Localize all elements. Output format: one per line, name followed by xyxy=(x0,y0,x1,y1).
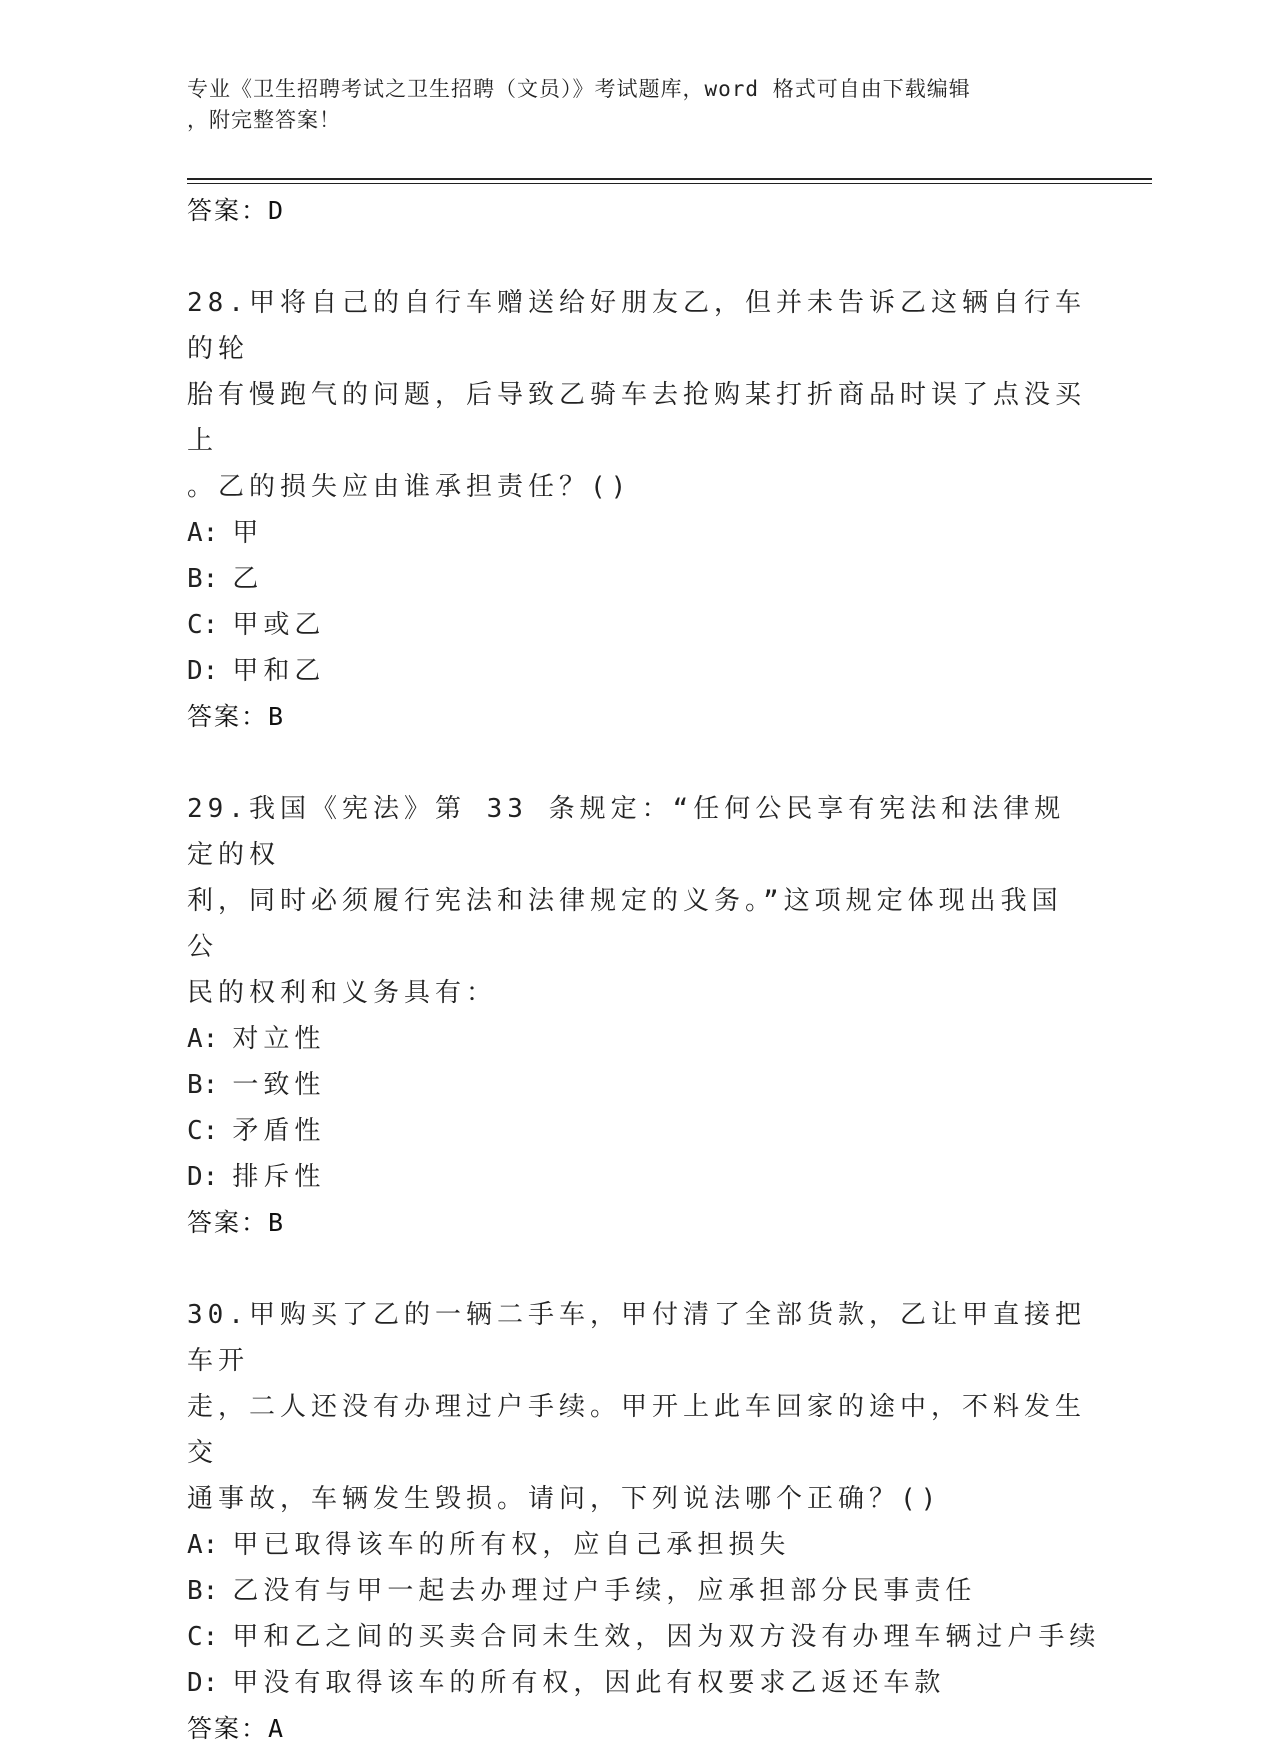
answer-value: B xyxy=(268,1208,286,1237)
answer-label: 答案： xyxy=(187,702,269,731)
question-stem xyxy=(187,280,1087,510)
option-c: C: 矛盾性 xyxy=(187,1116,326,1146)
option-text: 矛盾性 xyxy=(232,1116,326,1146)
answer-line xyxy=(187,1200,1087,1246)
answer-line xyxy=(187,1706,1087,1752)
answer-label: 答案： xyxy=(187,196,269,225)
question-block xyxy=(187,280,1087,740)
answer-line xyxy=(187,694,1087,740)
answer-line xyxy=(187,188,1087,234)
option-text: 一致性 xyxy=(232,1070,326,1100)
option-b: B: 一致性 xyxy=(187,1070,326,1100)
stem-line: 走，二人还没有办理过户手续。甲开上此车回家的途中，不料发生交 xyxy=(187,1392,1087,1468)
option-text: 甲和乙之间的买卖合同未生效，因为双方没有办理车辆过户手续 xyxy=(232,1622,1101,1652)
option-a: A: 甲 xyxy=(187,518,264,548)
question-block xyxy=(187,786,1087,1246)
option-d: D: 甲没有取得该车的所有权，因此有权要求乙返还车款 xyxy=(187,1668,946,1698)
option-c: C: 甲和乙之间的买卖合同未生效，因为双方没有办理车辆过户手续 xyxy=(187,1622,1101,1652)
question-block xyxy=(187,1292,1101,1752)
stem-line: 胎有慢跑气的问题，后导致乙骑车去抢购某打折商品时误了点没买上 xyxy=(187,380,1087,456)
option-c: C: 甲或乙 xyxy=(187,610,326,640)
option-b: B: 乙 xyxy=(187,564,264,594)
option-a: A: 对立性 xyxy=(187,1024,326,1054)
option-text: 甲或乙 xyxy=(232,610,326,640)
question-stem xyxy=(187,1292,1087,1522)
option-text: 甲已取得该车的所有权，应自己承担损失 xyxy=(232,1530,791,1560)
answer-value: D xyxy=(268,196,286,225)
header-line-1: 专业《卫生招聘考试之卫生招聘（文员）》考试题库，word 格式可自由下载编辑 xyxy=(187,77,971,101)
option-text: 对立性 xyxy=(232,1024,326,1054)
answer-value: A xyxy=(268,1714,286,1743)
option-text: 乙 xyxy=(232,564,264,594)
option-text: 乙没有与甲一起去办理过户手续，应承担部分民事责任 xyxy=(232,1576,977,1606)
option-d: D: 甲和乙 xyxy=(187,656,326,686)
header-rule-thin xyxy=(187,183,1152,184)
option-text: 甲和乙 xyxy=(232,656,326,686)
answer-value: B xyxy=(268,702,286,731)
question-stem xyxy=(187,786,1087,1016)
option-text: 排斥性 xyxy=(232,1162,326,1192)
option-text: 甲 xyxy=(232,518,264,548)
stem-line: 通事故，车辆发生毁损。请问，下列说法哪个正确？() xyxy=(187,1484,942,1514)
page-header xyxy=(187,74,1067,136)
stem-line: 。乙的损失应由谁承担责任？() xyxy=(187,472,632,502)
option-b: B: 乙没有与甲一起去办理过户手续，应承担部分民事责任 xyxy=(187,1576,977,1606)
question-list xyxy=(187,188,1101,1752)
option-d: D: 排斥性 xyxy=(187,1162,326,1192)
option-a: A: 甲已取得该车的所有权，应自己承担损失 xyxy=(187,1530,791,1560)
header-line-2: ，附完整答案！ xyxy=(187,108,341,132)
stem-line: 30.甲购买了乙的一辆二手车，甲付清了全部货款，乙让甲直接把车开 xyxy=(187,1300,1086,1376)
stem-line: 29.我国《宪法》第 33 条规定：“任何公民享有宪法和法律规定的权 xyxy=(187,794,1066,870)
answer-label: 答案： xyxy=(187,1714,269,1743)
answer-label: 答案： xyxy=(187,1208,269,1237)
option-text: 甲没有取得该车的所有权，因此有权要求乙返还车款 xyxy=(232,1668,946,1698)
header-rule-thick xyxy=(187,178,1152,180)
stem-line: 28.甲将自己的自行车赠送给好朋友乙，但并未告诉乙这辆自行车的轮 xyxy=(187,288,1086,364)
stem-line: 民的权利和义务具有： xyxy=(187,978,498,1008)
stem-line: 利，同时必须履行宪法和法律规定的义务。”这项规定体现出我国公 xyxy=(187,886,1063,962)
